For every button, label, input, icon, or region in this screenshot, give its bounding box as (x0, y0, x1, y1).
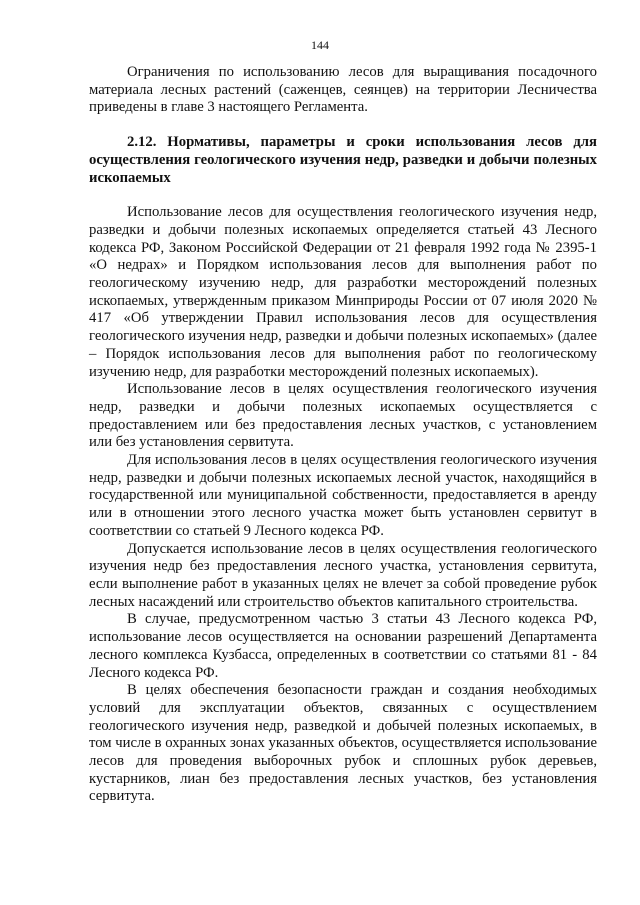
page-number: 144 (311, 38, 329, 52)
body-paragraph-6: В целях обеспечения безопасности граждан и создания необходимых условий для эксплуатации объектов, связанных с осуществлением геологического изучения недр, разведкой и добычей полезных ископаемых, в том числе в охранных зонах указанных объектов, осуществляется использование лесов для проведения выборочных рубок и сплошных рубок деревьев, кустарников, лиан без предоставления лесных участков, без установления сервитута. (89, 682, 597, 805)
body-paragraph-5: В случае, предусмотренном частью 3 статьи 43 Лесного кодекса РФ, использование лесов осуществляется на основании разрешений Департамента лесного комплекса Кузбасса, определенных в соответствии со статьями 81 - 84 Лесного кодекса РФ. (89, 611, 597, 681)
document-body (89, 64, 597, 806)
section-body (89, 204, 597, 806)
intro-paragraph: Ограничения по использованию лесов для выращивания посадочного материала лесных растений (саженцев, сеянцев) на территории Лесничества приведены в главе 3 настоящего Регламента. (89, 64, 597, 116)
body-paragraph-1: Использование лесов для осуществления геологического изучения недр, разведки и добычи полезных ископаемых определяется статьей 43 Лесного кодекса РФ, Законом Российской Федерации от 21 февраля 1992 года № 2395-1 «О недрах» и Порядком использования лесов для выполнения работ по геологическому изучению недр, для разработки месторождений полезных ископаемых, утвержденным приказом Минприроды России от 07 июля 2020 № 417 «Об утверждении Правил использования лесов для осуществления геологического изучения недр, разведки и добычи полезных ископаемых» (далее – Порядок использования лесов для выполнения работ по геологическому изучению недр, для разработки месторождений полезных ископаемых). (89, 204, 597, 380)
body-paragraph-2: Использование лесов в целях осуществления геологического изучения недр, разведки и добычи полезных ископаемых осуществляется с предоставлением или без предоставления лесных участков, с установлением или без установления сервитута. (89, 381, 597, 451)
body-paragraph-4: Допускается использование лесов в целях осуществления геологического изучения недр без предоставления лесного участка, установления сервитута, если выполнение работ в указанных целях не влечет за собой проведение рубок лесных насаждений или строительство объектов капитального строительства. (89, 540, 597, 610)
body-paragraph-3: Для использования лесов в целях осуществления геологического изучения недр, разведки и добычи полезных ископаемых лесной участок, находящийся в государственной или муниципальной собственности, предоставляется в аренду или в отношении этого лесного участка может быть установлен сервитут в соответствии со статьей 9 Лесного кодекса РФ. (89, 452, 597, 539)
section-heading: 2.12. Нормативы, параметры и сроки использования лесов для осуществления геологического изучения недр, разведки и добычи полезных ископаемых (89, 134, 597, 186)
